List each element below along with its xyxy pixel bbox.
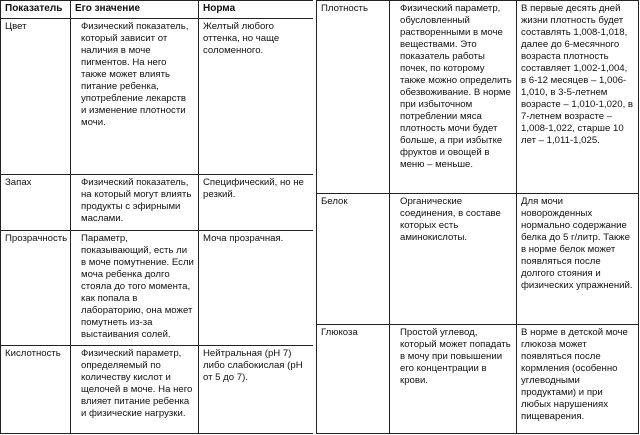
row-meaning: Параметр, показывающий, есть ли в моче помутнение. Если моча ребенка долго стояла до того момента, как попала в лабораторию, она может помутнеть из-за выстаивания солей.	[71, 231, 199, 346]
table-row-smell	[1, 175, 314, 231]
right-table	[316, 0, 639, 434]
table-row-glucose	[317, 325, 639, 434]
row-norm: Желтый любого оттенка, но чаще соломенного.	[199, 19, 314, 175]
header-norm: Норма	[199, 1, 314, 19]
row-meaning: Физический показатель, который зависит от наличия в моче пигментов. На него также может влиять питание ребенка, употребление лекарств и изменение плотности мочи.	[71, 19, 199, 175]
row-name: Запах	[1, 175, 71, 231]
row-name: Кислотность	[1, 346, 71, 434]
row-meaning: Простой углевод, который может попадать в мочу при повышении его концентрации в крови.	[390, 325, 517, 434]
table-row-color	[1, 19, 314, 175]
row-name: Прозрачность	[1, 231, 71, 346]
row-name: Белок	[317, 194, 390, 325]
row-meaning: Органические соединения, в составе которых есть аминокислоты.	[390, 194, 517, 325]
header-row	[1, 1, 314, 19]
row-norm: Нейтральная (pH 7) либо слабокислая (pH от 5 до 7).	[199, 346, 314, 434]
row-meaning: Физический параметр, обусловленный растворенными в моче веществами. Это показатель работы почек, по которому также можно определить обезвоживание. В норме при избыточном потреблении мяса плотность мочи будет больше, а при избытке фруктов и овощей в меню – меньше.	[390, 1, 517, 194]
table-row-transparency	[1, 231, 314, 346]
row-norm: Для мочи новорожденных нормально содержание белка до 5 г/литр. Также в норме белок может появляться после долгого стояния и физических упражнений.	[517, 194, 639, 325]
header-indicator: Показатель	[1, 1, 71, 19]
row-norm: Моча прозрачная.	[199, 231, 314, 346]
table-row-acidity	[1, 346, 314, 434]
row-meaning: Физический показатель, на который могут влиять продукты с эфирными маслами.	[71, 175, 199, 231]
row-name: Глюкоза	[317, 325, 390, 434]
table-row-protein	[317, 194, 639, 325]
row-norm: Специфический, но не резкий.	[199, 175, 314, 231]
left-table	[0, 0, 314, 434]
table-row-density	[317, 1, 639, 194]
row-name: Цвет	[1, 19, 71, 175]
row-norm: В норме в детской моче глюкоза может появляться после кормления (особенно углеводными продуктами) и при любых нарушениях пищеварения.	[517, 325, 639, 434]
row-meaning: Физический параметр, определяемый по количеству кислот и щелочей в моче. На него влияет питание ребенка и физические нагрузки.	[71, 346, 199, 434]
header-meaning: Его значение	[71, 1, 199, 19]
row-name: Плотность	[317, 1, 390, 194]
row-norm: В первые десять дней жизни плотность будет составлять 1,008-1,018, далее до 6-месячного возраста плотность составляет 1,002-1,004, в 6-12 месяцев – 1,006-1,010, в 3-5-летнем возрасте – 1,010-1,020, в 7-летнем возрасте – 1,008-1,022, старше 10 лет – 1,011-1,025.	[517, 1, 639, 194]
